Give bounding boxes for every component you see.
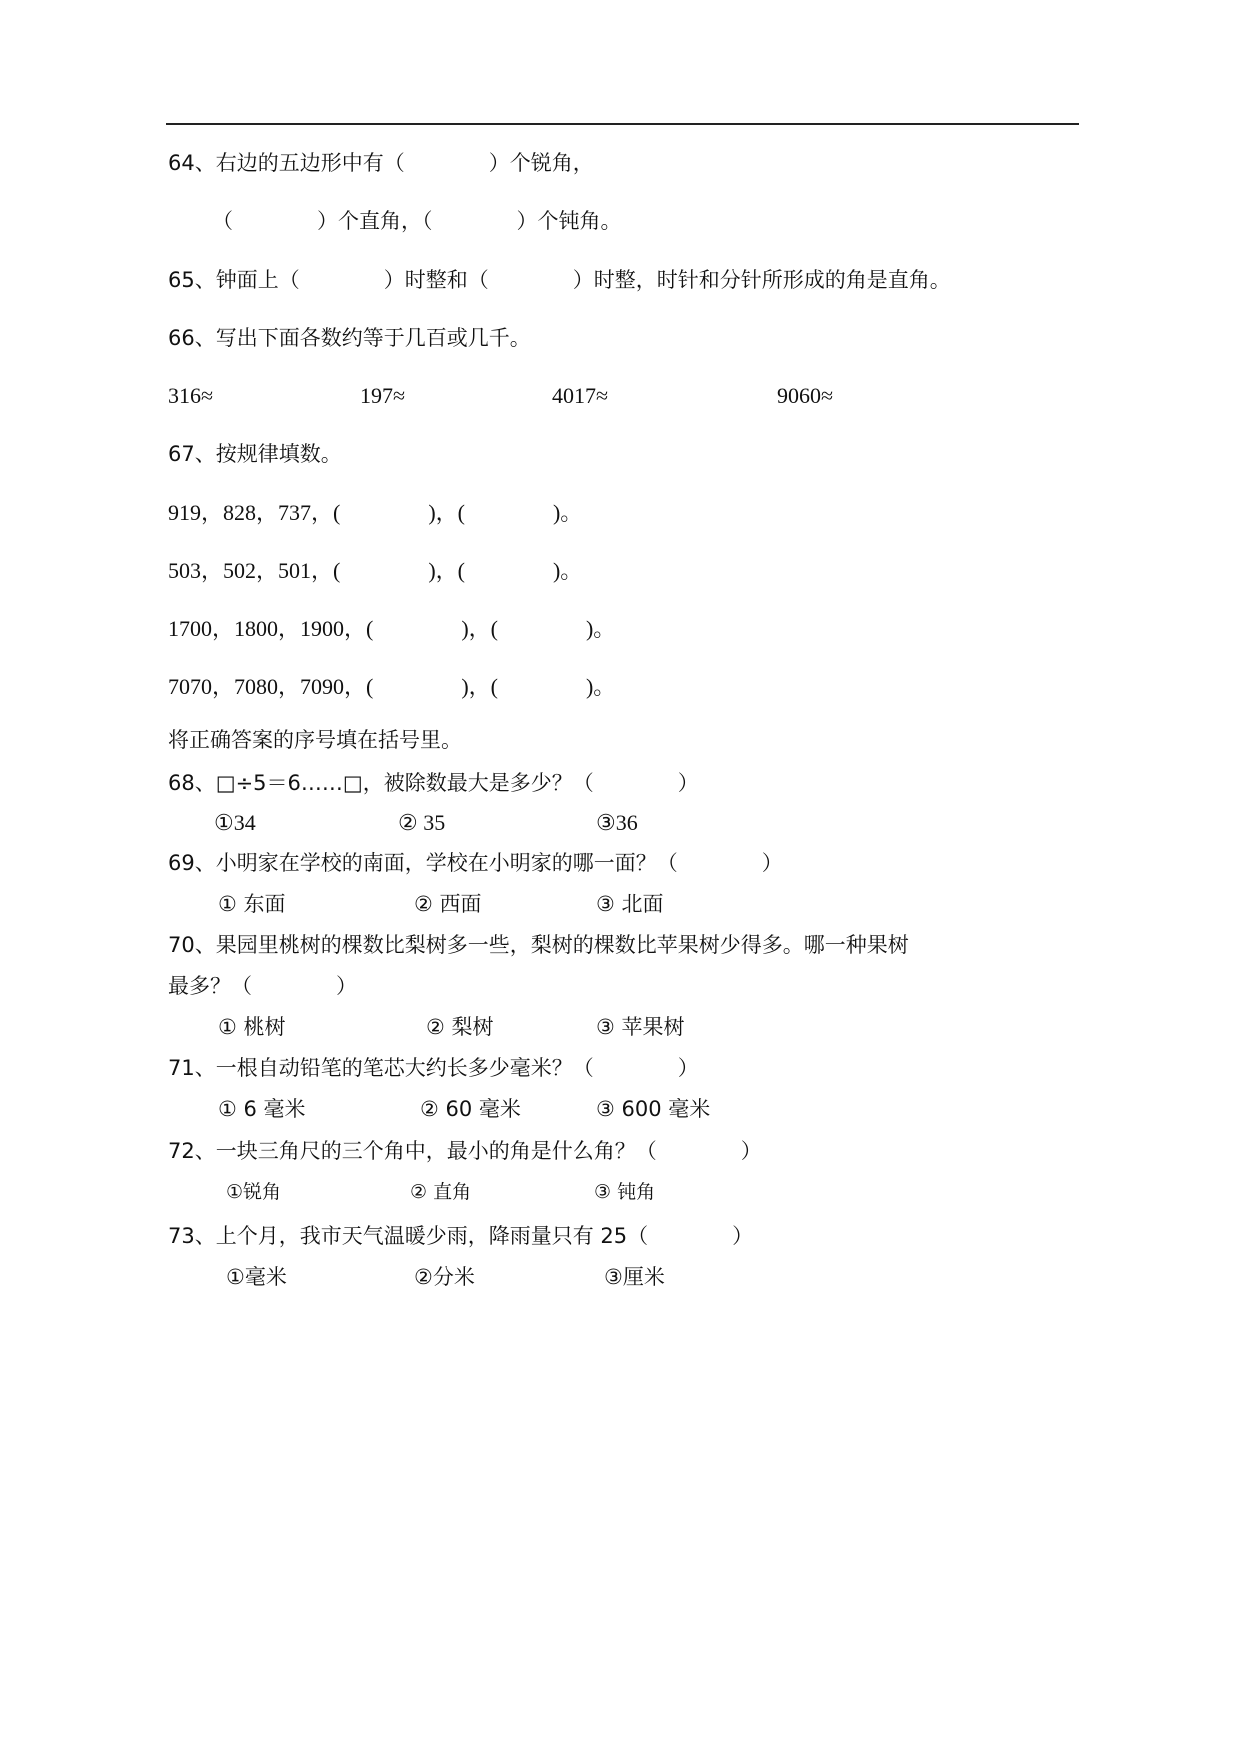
q72-option: ② 直角 <box>410 1181 472 1203</box>
q66-item: 4017≈ <box>552 383 609 408</box>
q73-text: 73、上个月，我市天气温暖少雨，降雨量只有 25（ ） <box>168 1224 754 1248</box>
q66-item: 316≈ <box>168 383 214 408</box>
q69-option: ③ 北面 <box>596 892 664 916</box>
q69-text: 69、小明家在学校的南面，学校在小明家的哪一面？（ ） <box>168 851 783 875</box>
q66-item: 197≈ <box>360 383 406 408</box>
q72-text: 72、一块三角尺的三个角中，最小的角是什么角？（ ） <box>168 1139 762 1163</box>
q64-line2: （ ）个直角，（ ）个钝角。 <box>212 209 622 233</box>
q72-option: ③ 钝角 <box>594 1181 656 1203</box>
q67-row: 1700，1800，1900，( )，( )。 <box>168 616 616 641</box>
q70-option: ① 桃树 <box>218 1015 286 1039</box>
q73-option: ②分米 <box>414 1265 475 1289</box>
q68-option: ③36 <box>596 810 638 835</box>
q71-text: 71、一根自动铅笔的笔芯大约长多少毫米？（ ） <box>168 1056 699 1080</box>
q68-option: ② 35 <box>398 810 446 835</box>
q68-option: ①34 <box>214 810 256 835</box>
q69-option: ② 西面 <box>414 892 482 916</box>
q69-option: ① 东面 <box>218 892 286 916</box>
q71-option: ① 6 毫米 <box>218 1097 306 1121</box>
q65: 65、钟面上（ ）时整和（ ）时整，时针和分针所形成的角是直角。 <box>168 268 951 292</box>
q67-row: 503，502，501，( )，( )。 <box>168 558 583 583</box>
q70-text2: 最多？（ ） <box>168 974 357 998</box>
q71-option: ② 60 毫米 <box>420 1097 521 1121</box>
q73-option: ③厘米 <box>604 1265 665 1289</box>
q72-option: ①锐角 <box>226 1181 282 1203</box>
section-title: 将正确答案的序号填在括号里。 <box>168 728 462 752</box>
q66-item: 9060≈ <box>777 383 834 408</box>
q67-row: 919，828，737，( )，( )。 <box>168 500 583 525</box>
header-rule <box>166 123 1079 125</box>
q64-line1: 64、右边的五边形中有（ ）个锐角， <box>168 151 594 175</box>
q67-title: 67、按规律填数。 <box>168 442 342 466</box>
q73-option: ①毫米 <box>226 1265 287 1289</box>
q70-option: ② 梨树 <box>426 1015 494 1039</box>
q67-row: 7070，7080，7090，( )，( )。 <box>168 674 616 699</box>
q70-text: 70、果园里桃树的棵数比梨树多一些，梨树的棵数比苹果树少得多。哪一种果树 <box>168 933 909 957</box>
q71-option: ③ 600 毫米 <box>596 1097 711 1121</box>
q70-option: ③ 苹果树 <box>596 1015 685 1039</box>
q68-text: 68、□÷5＝6……□，被除数最大是多少？（ ） <box>168 771 699 795</box>
q66-title: 66、写出下面各数约等于几百或几千。 <box>168 326 531 350</box>
